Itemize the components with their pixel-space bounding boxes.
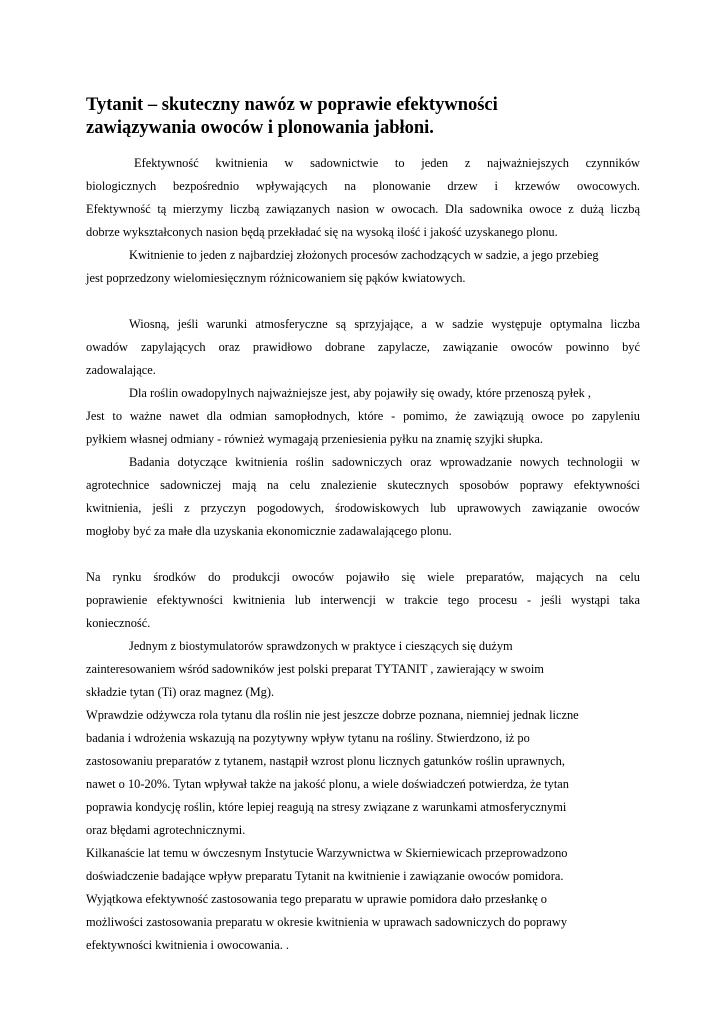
text-line: Wiosną, jeśli warunki atmosferyczne są sprzyjające, a w sadzie występuje optymalna liczba [129,317,640,331]
text-line: Dla roślin owadopylnych najważniejsze jest, aby pojawiły się owady, które przenoszą pyłek , [129,386,591,400]
text-line: mogłoby być za małe dla uzyskania ekonomicznie zadawalającego plonu. [86,524,452,538]
document-title [86,94,646,140]
text-line: dobrze wykształconych nasion będą przekładać się na wysoką ilość i jakość uzyskanego plonu. [86,225,558,239]
text-line: oraz błędami agrotechnicznymi. [86,823,246,837]
text-line: zadowalające. [86,363,156,377]
text-line: nawet o 10-20%. Tytan wpływał także na jakość plonu, a wiele doświadczeń potwierdza, że tytan [86,777,570,791]
text-line: agrotechnice sadowniczej mają na celu znalezienie skutecznych sposobów poprawy efektywności [86,478,640,492]
text-line: poprawia kondycję roślin, które lepiej reagują na stresy związane z warunkami atmosferycznymi [86,800,567,814]
text-line: biologicznych bezpośrednio wpływających na plonowanie drzew i krzewów owocowych. [86,179,640,193]
text-line: jest poprzedzony wielomiesięcznym różnicowaniem się pąków kwiatowych. [86,271,466,285]
text-line: możliwości zastosowania preparatu w okresie kwitnienia w uprawach sadowniczych do poprawy [86,915,568,929]
text-line: składzie tytan (Ti) oraz magnez (Mg). [86,685,275,699]
text-line: doświadczenie badające wpływ preparatu Tytanit na kwitnienie i zawiązanie owoców pomidora. [86,869,564,883]
text-line: Wyjątkowa efektywność zastosowania tego preparatu w uprawie pomidora dało przesłankę o [86,892,547,906]
text-line: Badania dotyczące kwitnienia roślin sadowniczych oraz wprowadzanie nowych technologii w [129,455,640,469]
text-line: Jest to ważne nawet dla odmian samopłodnych, które - pomimo, że zawiązują owoce po zapyleniu [86,409,640,423]
title-line-2: zawiązywania owoców i plonowania jabłoni. [86,118,434,138]
text-line: poprawienie efektywności kwitnienia lub interwencji w trakcie tego procesu - jeśli wystąpi taka [86,593,640,607]
text-line: efektywności kwitnienia i owocowania. . [86,938,290,952]
text-line: konieczność. [86,616,151,630]
text-line: Kwitnienie to jeden z najbardziej złożonych procesów zachodzących w sadzie, a jego przebieg [129,248,599,262]
text-line: pyłkiem własnej odmiany - również wymagają przeniesienia pyłku na znamię szyjki słupka. [86,432,543,446]
text-line: Jednym z biostymulatorów sprawdzonych w praktyce i cieszących się dużym [129,639,513,653]
text-line: Efektywność kwitnienia w sadownictwie to jeden z najważniejszych czynników [134,156,640,170]
text-line: zainteresowaniem wśród sadowników jest polski preparat TYTANIT , zawierający w swoim [86,662,544,676]
text-line: owadów zapylających oraz prawidłowo dobrane zapylacze, zawiązanie owoców powinno być [86,340,640,354]
text-line: badania i wdrożenia wskazują na pozytywny wpływ tytanu na rośliny. Stwierdzono, iż po [86,731,530,745]
text-line: Wprawdzie odżywcza rola tytanu dla roślin nie jest jeszcze dobrze poznana, niemniej jednak liczne [86,708,579,722]
text-line: zastosowaniu preparatów z tytanem, nastąpił wzrost plonu licznych gatunków roślin uprawnych, [86,754,565,768]
text-line: Kilkanaście lat temu w ówczesnym Instytucie Warzywnictwa w Skierniewicach przeprowadzono [86,846,568,860]
text-line: kwitnienia, jeśli z przyczyn pogodowych, środowiskowych lub uprawowych zawiązanie owoców [86,501,640,515]
title-line-1: Tytanit – skuteczny nawóz w poprawie efektywności [86,95,498,115]
text-line: Efektywność tą mierzymy liczbą zawiązanych nasion w owocach. Dla sadownika owoce z dużą liczbą [86,202,640,216]
text-line: Na rynku środków do produkcji owoców pojawiło się wiele preparatów, mających na celu [86,570,640,584]
